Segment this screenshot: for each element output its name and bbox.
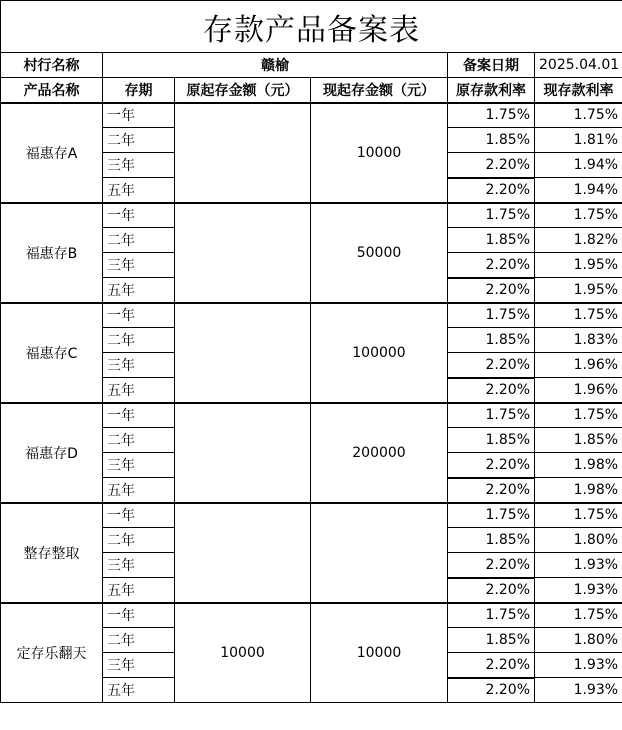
term-cell: 三年 <box>103 253 175 278</box>
curr-amount-cell: 10000 <box>311 103 448 203</box>
orig-amount-cell <box>175 203 311 303</box>
orig-rate-cell: 2.20% <box>448 453 535 478</box>
curr-rate-cell: 1.96% <box>535 353 622 378</box>
curr-rate-cell: 1.93% <box>535 653 622 678</box>
orig-rate-cell: 2.20% <box>448 178 535 203</box>
orig-rate-cell: 2.20% <box>448 653 535 678</box>
orig-rate-cell: 1.85% <box>448 328 535 353</box>
header-curr-rate: 现存款利率 <box>535 78 622 103</box>
orig-rate-cell: 2.20% <box>448 278 535 303</box>
term-cell: 三年 <box>103 553 175 578</box>
orig-rate-cell: 1.85% <box>448 428 535 453</box>
orig-rate-cell: 2.20% <box>448 678 535 703</box>
meta-row <box>1 53 622 78</box>
term-cell: 五年 <box>103 378 175 403</box>
orig-rate-cell: 2.20% <box>448 378 535 403</box>
curr-rate-cell: 1.80% <box>535 628 622 653</box>
curr-rate-cell: 1.75% <box>535 203 622 228</box>
product-name-cell: 福惠存C <box>1 303 103 403</box>
term-cell: 五年 <box>103 678 175 703</box>
title-row <box>1 1 622 53</box>
term-cell: 二年 <box>103 128 175 153</box>
product-name-cell: 福惠存B <box>1 203 103 303</box>
term-cell: 五年 <box>103 478 175 503</box>
header-curr-amount: 现起存金额（元） <box>311 78 448 103</box>
curr-rate-cell: 1.93% <box>535 678 622 703</box>
orig-rate-cell: 2.20% <box>448 478 535 503</box>
term-cell: 二年 <box>103 528 175 553</box>
curr-amount-cell: 10000 <box>311 603 448 703</box>
table-row <box>1 303 622 328</box>
orig-amount-cell <box>175 303 311 403</box>
orig-amount-cell <box>175 503 311 603</box>
orig-rate-cell: 1.85% <box>448 228 535 253</box>
orig-rate-cell: 2.20% <box>448 553 535 578</box>
table-body <box>1 1 622 703</box>
orig-rate-cell: 1.75% <box>448 403 535 428</box>
curr-amount-cell: 200000 <box>311 403 448 503</box>
header-orig-amount: 原起存金额（元） <box>175 78 311 103</box>
term-cell: 二年 <box>103 428 175 453</box>
term-cell: 三年 <box>103 153 175 178</box>
curr-rate-cell: 1.82% <box>535 228 622 253</box>
orig-rate-cell: 1.75% <box>448 603 535 628</box>
curr-rate-cell: 1.75% <box>535 103 622 128</box>
term-cell: 三年 <box>103 653 175 678</box>
curr-amount-cell: 100000 <box>311 303 448 403</box>
orig-amount-cell: 10000 <box>175 603 311 703</box>
orig-rate-cell: 1.85% <box>448 528 535 553</box>
orig-rate-cell: 1.85% <box>448 128 535 153</box>
term-cell: 一年 <box>103 103 175 128</box>
term-cell: 二年 <box>103 328 175 353</box>
product-name-cell: 整存整取 <box>1 503 103 603</box>
term-cell: 二年 <box>103 628 175 653</box>
curr-rate-cell: 1.94% <box>535 153 622 178</box>
curr-rate-cell: 1.95% <box>535 278 622 303</box>
orig-rate-cell: 2.20% <box>448 578 535 603</box>
product-name-cell: 福惠存D <box>1 403 103 503</box>
curr-rate-cell: 1.75% <box>535 503 622 528</box>
orig-rate-cell: 1.75% <box>448 103 535 128</box>
curr-rate-cell: 1.94% <box>535 178 622 203</box>
curr-rate-cell: 1.98% <box>535 478 622 503</box>
term-cell: 三年 <box>103 453 175 478</box>
curr-rate-cell: 1.93% <box>535 578 622 603</box>
curr-amount-cell <box>311 503 448 603</box>
curr-rate-cell: 1.83% <box>535 328 622 353</box>
curr-rate-cell: 1.85% <box>535 428 622 453</box>
term-cell: 五年 <box>103 178 175 203</box>
term-cell: 一年 <box>103 603 175 628</box>
curr-rate-cell: 1.75% <box>535 403 622 428</box>
date-value: 2025.04.01 <box>535 53 622 78</box>
page-title: 存款产品备案表 <box>1 1 622 53</box>
term-cell: 二年 <box>103 228 175 253</box>
orig-rate-cell: 2.20% <box>448 353 535 378</box>
product-name-cell: 定存乐翻天 <box>1 603 103 703</box>
table-row <box>1 403 622 428</box>
column-header-row <box>1 78 622 103</box>
header-orig-rate: 原存款利率 <box>448 78 535 103</box>
term-cell: 一年 <box>103 303 175 328</box>
curr-rate-cell: 1.95% <box>535 253 622 278</box>
orig-rate-cell: 1.75% <box>448 303 535 328</box>
village-label: 村行名称 <box>1 53 103 78</box>
orig-rate-cell: 1.75% <box>448 503 535 528</box>
header-product: 产品名称 <box>1 78 103 103</box>
orig-amount-cell <box>175 103 311 203</box>
orig-rate-cell: 2.20% <box>448 153 535 178</box>
table-row <box>1 103 622 128</box>
term-cell: 五年 <box>103 578 175 603</box>
curr-rate-cell: 1.81% <box>535 128 622 153</box>
village-value: 赣榆 <box>103 53 448 78</box>
curr-rate-cell: 1.96% <box>535 378 622 403</box>
term-cell: 五年 <box>103 278 175 303</box>
table-row <box>1 503 622 528</box>
orig-rate-cell: 2.20% <box>448 253 535 278</box>
curr-rate-cell: 1.75% <box>535 603 622 628</box>
orig-amount-cell <box>175 403 311 503</box>
table-row <box>1 603 622 628</box>
term-cell: 一年 <box>103 403 175 428</box>
curr-rate-cell: 1.98% <box>535 453 622 478</box>
header-term: 存期 <box>103 78 175 103</box>
date-label: 备案日期 <box>448 53 535 78</box>
curr-amount-cell: 50000 <box>311 203 448 303</box>
curr-rate-cell: 1.93% <box>535 553 622 578</box>
product-name-cell: 福惠存A <box>1 103 103 203</box>
orig-rate-cell: 1.75% <box>448 203 535 228</box>
term-cell: 一年 <box>103 503 175 528</box>
table-row <box>1 203 622 228</box>
orig-rate-cell: 1.85% <box>448 628 535 653</box>
curr-rate-cell: 1.75% <box>535 303 622 328</box>
term-cell: 一年 <box>103 203 175 228</box>
curr-rate-cell: 1.80% <box>535 528 622 553</box>
term-cell: 三年 <box>103 353 175 378</box>
